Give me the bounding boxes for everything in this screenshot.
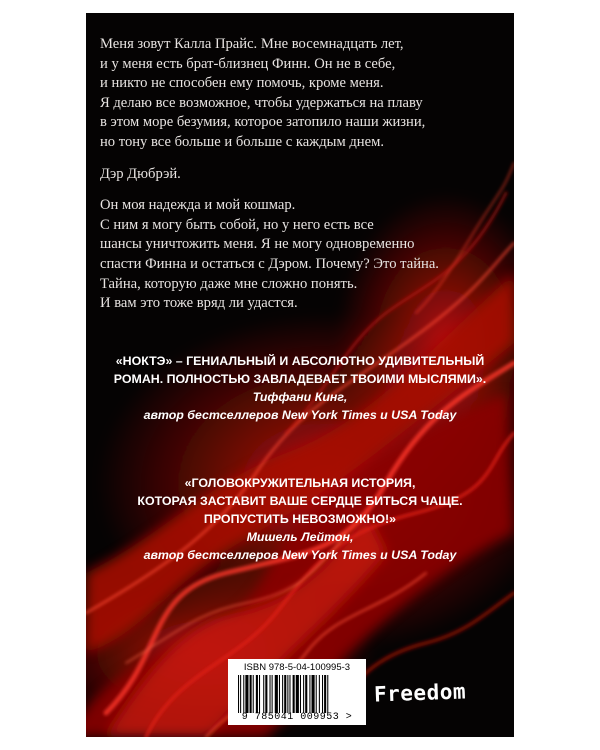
barcode-bar bbox=[289, 675, 290, 713]
barcode-bar bbox=[270, 675, 271, 713]
blurb-line: Меня зовут Калла Прайс. Мне восемнадцать лет, bbox=[100, 36, 404, 52]
review-quote-2 bbox=[86, 474, 514, 564]
publisher-logo: Freedom bbox=[373, 679, 467, 707]
review-quote-1 bbox=[86, 352, 514, 424]
quote-credit: автор бестселлеров New York Times и USA Today bbox=[143, 548, 457, 562]
barcode-bar bbox=[240, 675, 241, 713]
barcode-bar bbox=[272, 675, 273, 713]
quote-author: Мишель Лейтон, bbox=[246, 530, 354, 544]
barcode-bar bbox=[284, 675, 286, 713]
blurb-paragraph-3 bbox=[100, 196, 500, 314]
barcode-bar bbox=[324, 675, 326, 713]
barcode-bar bbox=[287, 675, 288, 713]
blurb-line: Дэр Дюбрэй. bbox=[100, 165, 181, 182]
barcode-bar bbox=[322, 675, 323, 713]
quote-credit: автор бестселлеров New York Times и USA Today bbox=[143, 408, 457, 422]
blurb-line: Он моя надежда и мой кошмар. bbox=[100, 197, 296, 214]
blurb-line: в этом море безумия, которое затопило наши жизни, bbox=[100, 114, 426, 131]
barcode-bar bbox=[263, 675, 264, 713]
barcode-bar bbox=[265, 675, 267, 713]
barcode-bar bbox=[300, 675, 301, 713]
barcode-bar bbox=[238, 675, 239, 713]
quote-line: РОМАН. ПОЛНОСТЬЮ ЗАВЛАДЕВАЕТ ТВОИМИ МЫСЛЯМИ». bbox=[113, 372, 487, 386]
blurb-line: Тайна, которую даже мне сложно понять. bbox=[100, 275, 358, 292]
blurb-line: шансы уничтожить меня. Я не могу одновременно bbox=[100, 236, 415, 253]
book-back-cover bbox=[86, 13, 514, 737]
quote-line: ПРОПУСТИТЬ НЕВОЗМОЖНО!» bbox=[203, 512, 397, 526]
barcode-bar bbox=[275, 675, 278, 713]
barcode-bar bbox=[312, 675, 315, 713]
barcode-bar bbox=[243, 675, 244, 713]
quote-line: «НОКТЭ» – ГЕНИАЛЬНЫЙ И АБСОЛЮТНО УДИВИТЕЛЬНЫЙ bbox=[115, 354, 485, 368]
blurb-text bbox=[100, 35, 500, 326]
barcode-bar bbox=[309, 675, 310, 713]
quote-author: Тиффани Кинг, bbox=[252, 390, 348, 404]
barcode-bar bbox=[259, 675, 260, 713]
blurb-line: но тону все больше и больше с каждым днем. bbox=[100, 133, 384, 150]
barcode-bar bbox=[305, 675, 307, 713]
ean-digits: 9 785041 009953 > bbox=[241, 712, 353, 723]
barcode-bars bbox=[238, 675, 358, 713]
barcode-bar bbox=[316, 675, 317, 713]
isbn-number: ISBN 978-5-04-100995-3 bbox=[243, 662, 351, 673]
barcode-bar bbox=[282, 675, 283, 713]
barcode-bar bbox=[319, 675, 320, 713]
blurb-paragraph-2 bbox=[100, 165, 500, 185]
barcode-bar bbox=[245, 675, 248, 713]
blurb-line: И вам это тоже вряд ли удастся. bbox=[100, 295, 298, 312]
barcode-bar bbox=[293, 675, 295, 713]
blurb-line: спасти Финна и остаться с Дэром. Почему? Это тайна. bbox=[100, 255, 439, 272]
blurb-line: и никто не способен ему помочь, кроме меня. bbox=[100, 75, 384, 92]
barcode-bar bbox=[256, 675, 258, 713]
blurb-line: и у меня есть брат-близнец Финн. Он не в себе, bbox=[100, 55, 396, 72]
quote-line: «ГОЛОВОКРУЖИТЕЛЬНАЯ ИСТОРИЯ, bbox=[184, 476, 416, 490]
blurb-line: С ним я могу быть собой, но у него есть все bbox=[100, 216, 374, 233]
quote-line: КОТОРАЯ ЗАСТАВИТ ВАШЕ СЕРДЦЕ БИТЬСЯ ЧАЩЕ. bbox=[137, 494, 463, 508]
barcode-bar bbox=[253, 675, 254, 713]
barcode-bar bbox=[327, 675, 328, 713]
isbn-barcode bbox=[228, 659, 366, 725]
blurb-paragraph-1 bbox=[100, 35, 500, 153]
blurb-line: Я делаю все возможное, чтобы удержаться на плаву bbox=[100, 94, 423, 111]
barcode-bar bbox=[296, 675, 299, 713]
barcode-bar bbox=[279, 675, 280, 713]
barcode-bar bbox=[303, 675, 304, 713]
barcode-bar bbox=[250, 675, 252, 713]
